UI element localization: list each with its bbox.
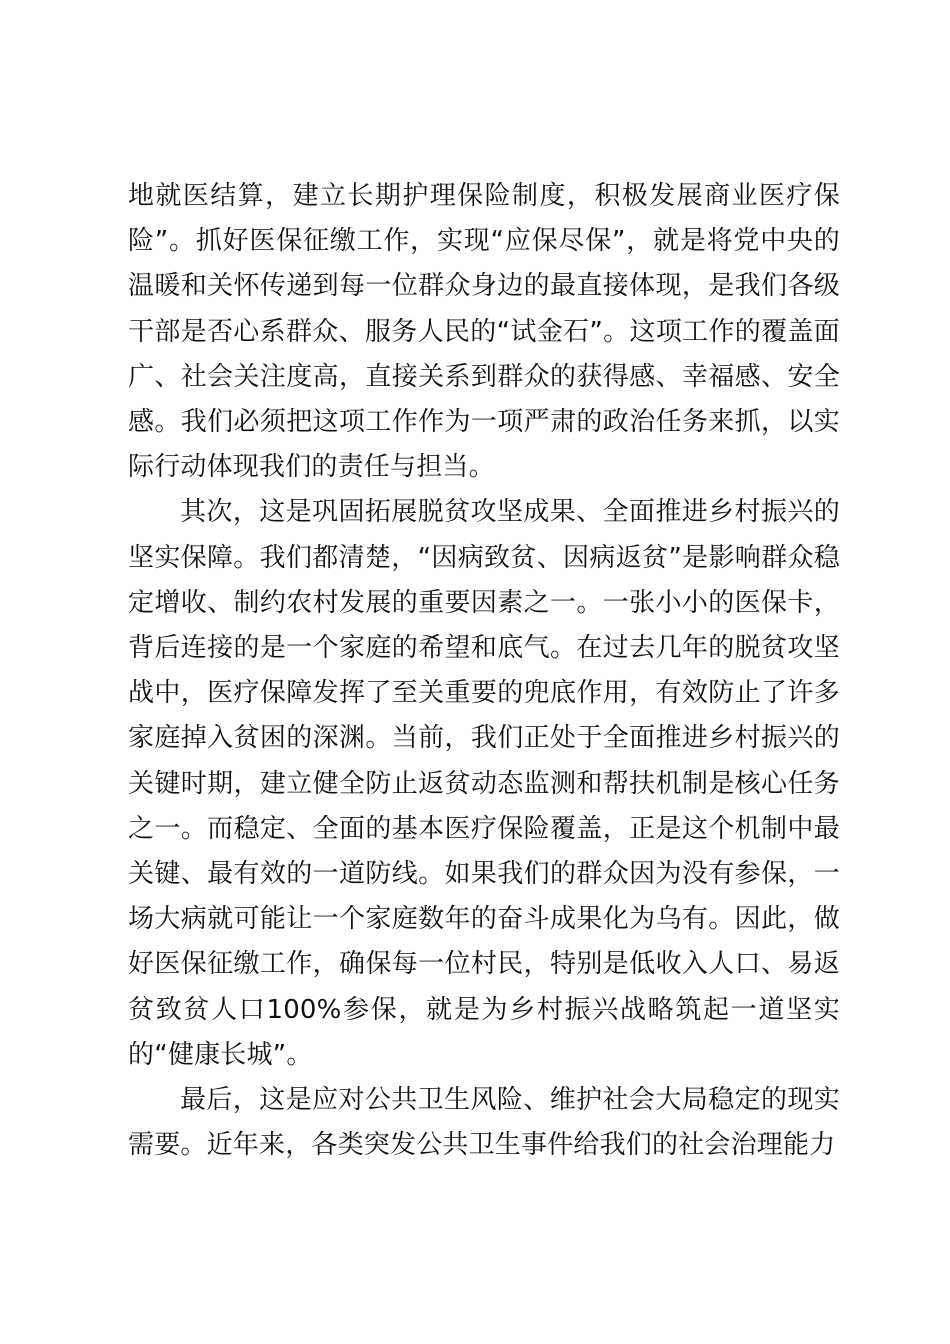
paragraph-2: 其次，这是巩固拓展脱贫攻坚成果、全面推进乡村振兴的坚实保障。我们都清楚，“因病致贫、因病返贫”是影响群众稳定增收、制约农村发展的重要因素之一。一张小小的医保卡，背后连接的是一个家庭的希望和底气。在过去几年的脱贫攻坚战中，医疗保障发挥了至关重要的兜底作用，有效防止了许多家庭掉入贫困的深渊。当前，我们正处于全面推进乡村振兴的关键时期，建立健全防止返贫动态监测和帮扶机制是核心任务之一。而稳定、全面的基本医疗保险覆盖，正是这个机制中最关键、最有效的一道防线。如果我们的群众因为没有参保，一场大病就可能让一个家庭数年的奋斗成果化为乌有。因此，做好医保征缴工作，确保每一位村民，特别是低收入人口、易返贫致贫人口100%参保，就是为乡村振兴战略筑起一道坚实的“健康长城”。 [128, 497, 840, 1070]
document-body [128, 174, 840, 1168]
paragraph-1: 地就医结算，建立长期护理保险制度，积极发展商业医疗保险”。抓好医保征缴工作，实现“应保尽保”，就是将党中央的温暖和关怀传递到每一位群众身边的最直接体现，是我们各级干部是否心系群众、服务人民的“试金石”。这项工作的覆盖面广、社会关注度高，直接关系到群众的获得感、幸福感、安全感。我们必须把这项工作作为一项严肃的政治任务来抓，以实际行动体现我们的责任与担当。 [128, 181, 840, 483]
paragraph-3: 最后，这是应对公共卫生风险、维护社会大局稳定的现实需要。近年来，各类突发公共卫生事件给我们的社会治理能力 [128, 1085, 840, 1161]
